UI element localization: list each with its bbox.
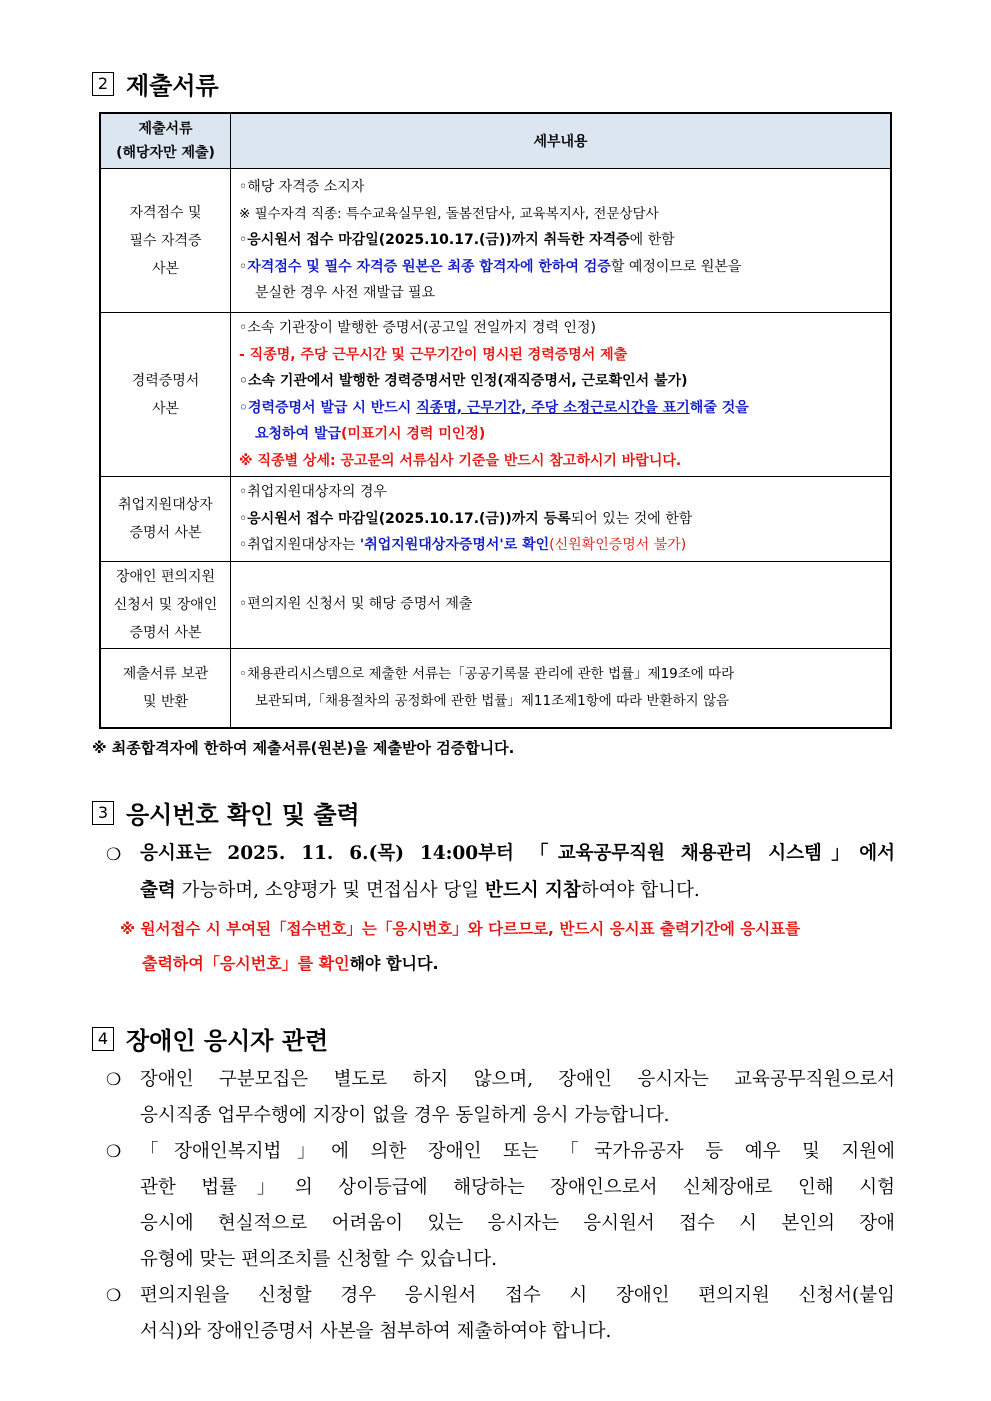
row-category [100,561,231,648]
header-col1 [100,113,231,169]
row-category [100,313,231,477]
section-title: 장애인 응시자 관련 [126,1027,329,1055]
detail-line [239,506,882,533]
detail-seg: 응시원서 접수 마감일(2025.10.17.(금))까지 등록 [247,510,571,527]
row-category [100,169,231,313]
detail-line [239,227,882,254]
disability-item3-line1: 편의지원을 신청할 경우 응시원서 접수 시 장애인 편의지원 신청서(붙임 [140,1285,895,1306]
disability-item3-line2: 서식)와 장애인증명서 사본을 첨부하여 제출하여야 합니다. [140,1321,612,1342]
row-detail [231,313,892,477]
cat-line: 경력증명서 [131,372,200,389]
cat-line: 및 반환 [142,693,189,710]
detail-line: ◦취업지원대상자의 경우 [239,484,387,500]
detail-line [239,421,882,448]
bullet-icon: ❍ [106,1070,122,1090]
cat-line: 제출서류 보관 [122,665,209,682]
cat-line: 신청서 및 장애인 [113,596,218,613]
detail-seg: 해줄 것을 [689,399,749,416]
section-number-box: 3 [92,801,114,825]
row-detail [231,169,892,313]
detail-seg: ◦경력증명서 발급 시 반드시 [239,399,417,416]
section3-heading [92,795,360,830]
detail-seg: '취업지원대상자증명서'로 확인 [359,537,550,553]
disability-item1-line1: 장애인 구분모집은 별도로 하지 않으며, 장애인 응시자는 교육공무직원으로서 [140,1069,895,1090]
row-detail [231,648,892,728]
detail-seg: (신원확인증명서 불가) [549,537,687,553]
text-seg: 출력하여「응시번호」를 확인 [142,954,350,973]
detail-line [239,532,882,559]
receipt-number-note-line2 [142,947,439,980]
detail-seg: 응시원서 접수 마감일(2025.10.17.(금))까지 취득한 자격증 [247,232,630,249]
row-category [100,648,231,728]
detail-line [239,395,882,422]
detail-seg: 에 한함 [629,232,675,249]
cat-line: 자격점수 및 [129,204,202,221]
detail-line: ◦소속 기관에서 발행한 경력증명서만 인정(재직증명서, 근로확인서 불가) [239,373,688,389]
disability-item2-line1: 「장애인복지법」에 의한 장애인 또는 「국가유공자 등 예우 및 지원에 [140,1141,895,1162]
detail-line: ※ 직종별 상세: 공고문의 서류심사 기준을 반드시 참고하시기 바랍니다. [239,452,682,469]
disability-item2-line4: 유형에 맞는 편의조치를 신청할 수 있습니다. [140,1249,497,1270]
detail-line: ◦편의지원 신청서 및 해당 증명서 제출 [239,596,473,613]
section-number-box: 4 [92,1027,114,1051]
header-col2: 세부내용 [231,113,892,169]
bullet-icon: ❍ [106,1286,122,1306]
detail-line: - 직종명, 주당 근무시간 및 근무기간이 명시된 경력증명서 제출 [239,346,628,363]
table-row [100,169,891,313]
detail-seg: 되어 있는 것에 한함 [570,510,693,527]
detail-seg: ◦ [239,258,248,275]
detail-seg: ◦ [239,232,248,249]
row-detail [231,477,892,562]
detail-seg: 요청하여 발급 [255,426,342,442]
text-seg: 하여야 합니다. [580,880,700,901]
cat-line: 필수 자격증 [129,232,202,249]
final-pass-note: ※ 최종합격자에 한하여 제출서류(원본)을 제출받아 검증합니다. [92,739,515,757]
disability-item1-line2: 응시직종 업무수행에 지장이 없을 경우 동일하게 응시 가능합니다. [140,1105,670,1126]
disability-item2-line3: 응시에 현실적으로 어려움이 있는 응시자는 응시원서 접수 시 본인의 장애 [140,1213,895,1234]
detail-seg: ◦취업지원대상자는 [239,537,360,553]
section2-heading [92,66,219,101]
cat-line: 장애인 편의지원 [115,568,216,585]
table-row [100,648,891,728]
detail-line: 보관되며,「채용절차의 공정화에 관한 법률」제11조제1항에 따라 반환하지 않음 [255,692,730,709]
documents-table [99,112,892,729]
section-title: 제출서류 [126,72,219,100]
text-seg: 해야 합니다. [349,954,439,973]
table-row [100,561,891,648]
section4-heading [92,1021,328,1056]
table-header-row [100,113,891,169]
detail-line: ◦소속 기관장이 발행한 증명서(공고일 전일까지 경력 인정) [239,320,596,336]
detail-seg: 자격점수 및 필수 자격증 원본은 최종 합격자에 한하여 검증 [247,258,611,275]
detail-line: ◦해당 자격증 소지자 [239,179,365,196]
cat-line: 사본 [151,260,180,277]
admission-ticket-line2 [140,873,700,909]
row-detail [231,561,892,648]
bullet-icon: ❍ [106,1142,122,1162]
detail-seg: 할 예정이므로 원본을 [610,258,742,275]
detail-line: 분실한 경우 사전 재발급 필요 [255,285,436,302]
detail-seg: 직종명, 근무기간, 주당 소정근로시간을 표기 [416,399,690,416]
cat-line: 사본 [151,400,180,417]
detail-line: ※ 필수자격 직종: 특수교육실무원, 돌봄전담사, 교육복지사, 전문상담사 [239,205,659,222]
bullet-icon: ❍ [106,845,122,865]
admission-ticket-line1: 응시표는 2025. 11. 6.(목) 14:00부터 「교육공무직원 채용관리 시스템」에서 [140,843,895,864]
detail-seg: ◦ [239,510,248,527]
text-seg: 가능하며, 소양평가 및 면접심사 당일 [175,880,485,901]
detail-seg: (미표기시 경력 미인정) [341,426,486,442]
header-col1-line1: 제출서류 [138,121,193,137]
detail-line: ◦채용관리시스템으로 제출한 서류는「공공기록물 관리에 관한 법률」제19조에 따라 [239,666,735,683]
table-row [100,313,891,477]
row-category [100,477,231,562]
text-seg: 반드시 지참 [484,880,581,901]
section-number-box: 2 [92,72,114,96]
header-col1-line2: (해당자만 제출) [116,145,215,161]
text-seg: 출력 [140,880,176,901]
section-title: 응시번호 확인 및 출력 [126,801,360,829]
detail-line [239,254,882,281]
cat-line: 증명서 사본 [129,624,202,641]
cat-line: 증명서 사본 [129,524,202,541]
cat-line: 취업지원대상자 [118,496,213,513]
table-row [100,477,891,562]
receipt-number-note-line1: ※ 원서접수 시 부여된「접수번호」는「응시번호」와 다르므로, 반드시 응시표 출력기간에 응시표를 [120,920,801,938]
disability-item2-line2: 관한 법률」의 상이등급에 해당하는 장애인으로서 신체장애로 인해 시험 [140,1177,895,1198]
